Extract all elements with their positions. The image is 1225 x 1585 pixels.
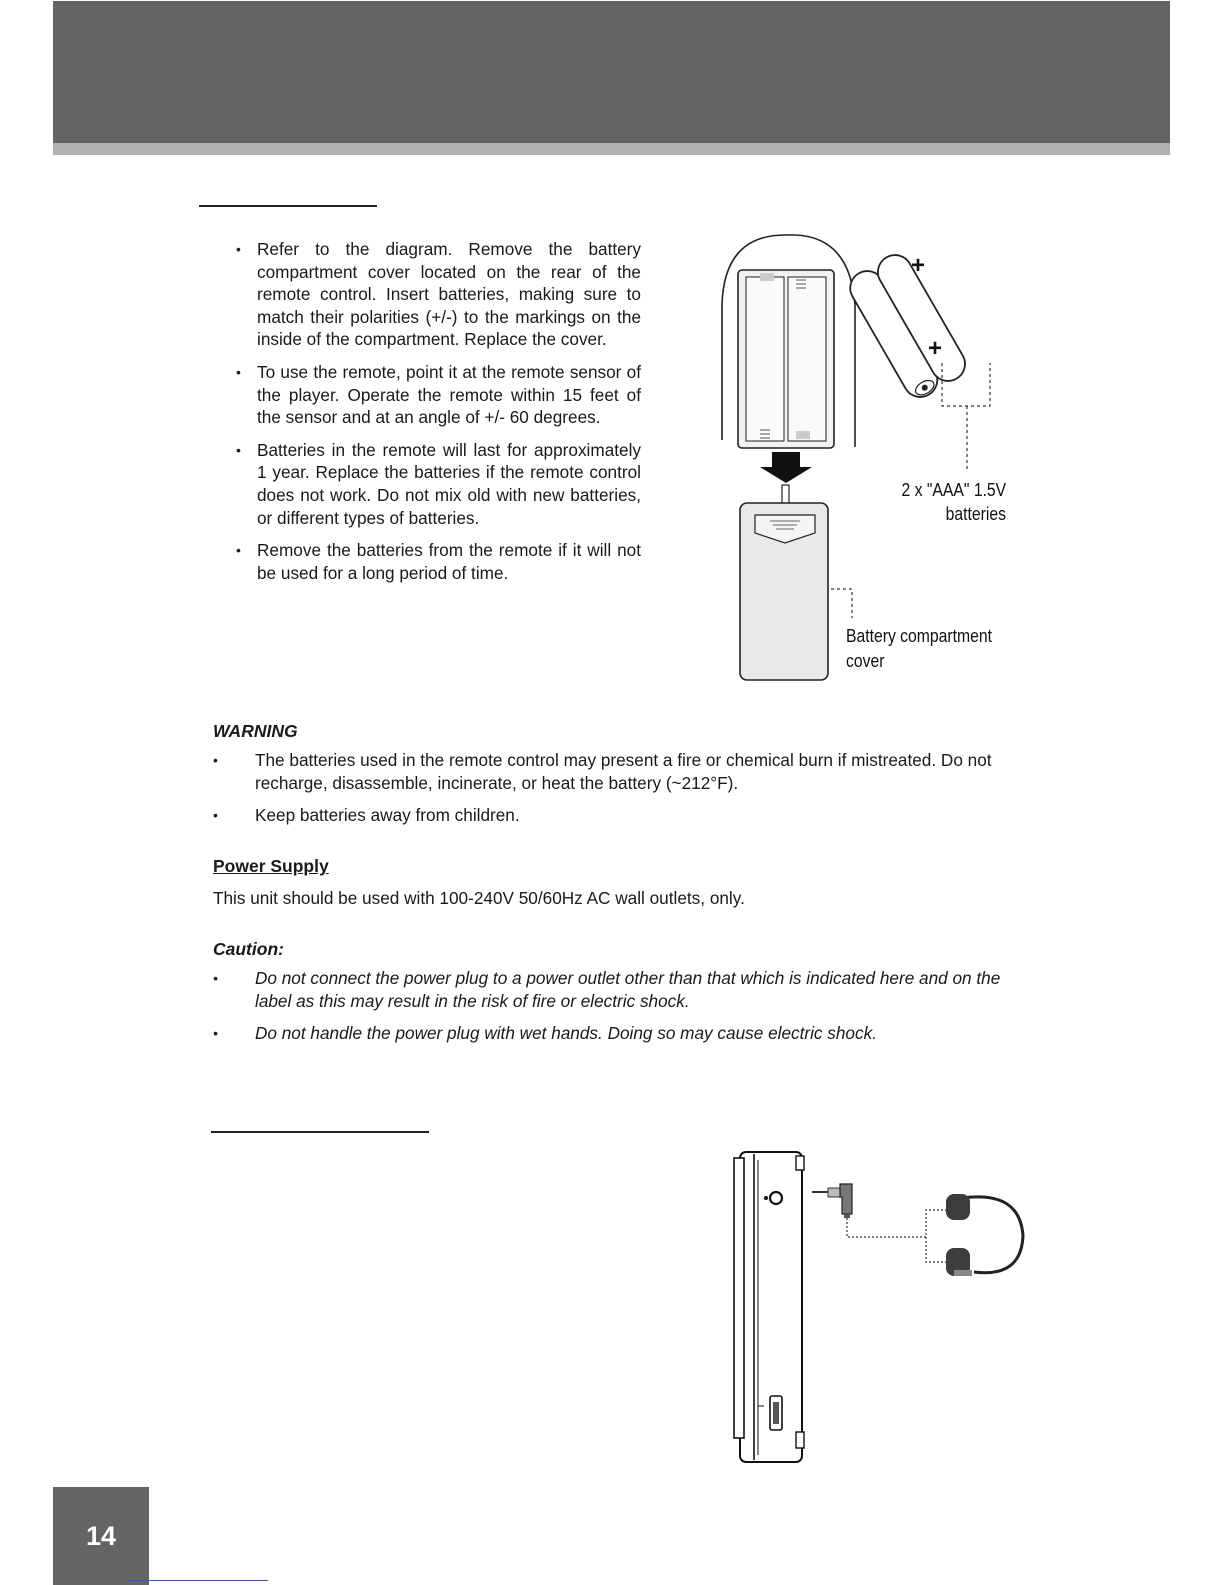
page-number: 14 (53, 1487, 149, 1585)
list-item: • Do not connect the power plug to a power outlet other than that which is indicated here and on the label as this may result in the risk of fire or electric shock. (213, 967, 1038, 1013)
batteries-label-line2: batteries (945, 503, 1006, 524)
list-item: • Remove the batteries from the remote if it will not be used for a long period of time. (236, 539, 641, 584)
warning-list (213, 749, 1038, 827)
caution-block (213, 937, 1038, 1054)
warning-heading: WARNING (213, 721, 298, 741)
caution-list (213, 967, 1038, 1045)
header-band (53, 1, 1170, 143)
list-item: • The batteries used in the remote control may present a fire or chemical burn if mistreated. Do not recharge, disassemble, incinerate, or heat the battery (~212°F). (213, 749, 1038, 795)
power-supply-block (213, 854, 1038, 910)
list-item: • Refer to the diagram. Remove the battery compartment cover located on the rear of the remote control. Insert batteries, making sure to match their polarities (+/-) to the markings on the inside of the compartment. Replace the cover. (236, 238, 641, 351)
section-rule-headphones (211, 1131, 429, 1133)
svg-text:+: + (928, 335, 943, 362)
remote-instructions (236, 238, 641, 594)
headphones-icon (946, 1194, 1023, 1276)
list-item: • Batteries in the remote will last for approximately 1 year. Replace the batteries if the remote control does not work. Do not mix old with new batteries, or different types of batteries. (236, 439, 641, 529)
remote-battery-diagram (700, 225, 1020, 690)
cover-label-line1: Battery compartment (846, 625, 992, 646)
bottom-rule (128, 1580, 268, 1581)
headphone-connection-diagram (728, 1150, 1048, 1470)
headphone-jack-icon (812, 1184, 852, 1218)
battery-icon (844, 249, 971, 403)
list-item: • Keep batteries away from children. (213, 804, 1038, 827)
caution-heading: Caution: (213, 939, 284, 959)
section-rule-remote (199, 205, 377, 207)
svg-text:+: + (911, 252, 926, 279)
power-supply-text: This unit should be used with 100-240V 50/60Hz AC wall outlets, only. (213, 888, 745, 908)
header-stripe (53, 143, 1170, 155)
list-item: • Do not handle the power plug with wet hands. Doing so may cause electric shock. (213, 1022, 1038, 1045)
down-arrow-icon (760, 452, 812, 483)
list-item: • To use the remote, point it at the remote sensor of the player. Operate the remote within 15 feet of the sensor and at an angle of +/- 60 degrees. (236, 361, 641, 429)
cover-label-line2: cover (846, 650, 885, 671)
warning-block (213, 719, 1038, 836)
batteries-label-line1: 2 x "AAA" 1.5V (901, 479, 1006, 500)
power-supply-heading: Power Supply (213, 856, 329, 876)
